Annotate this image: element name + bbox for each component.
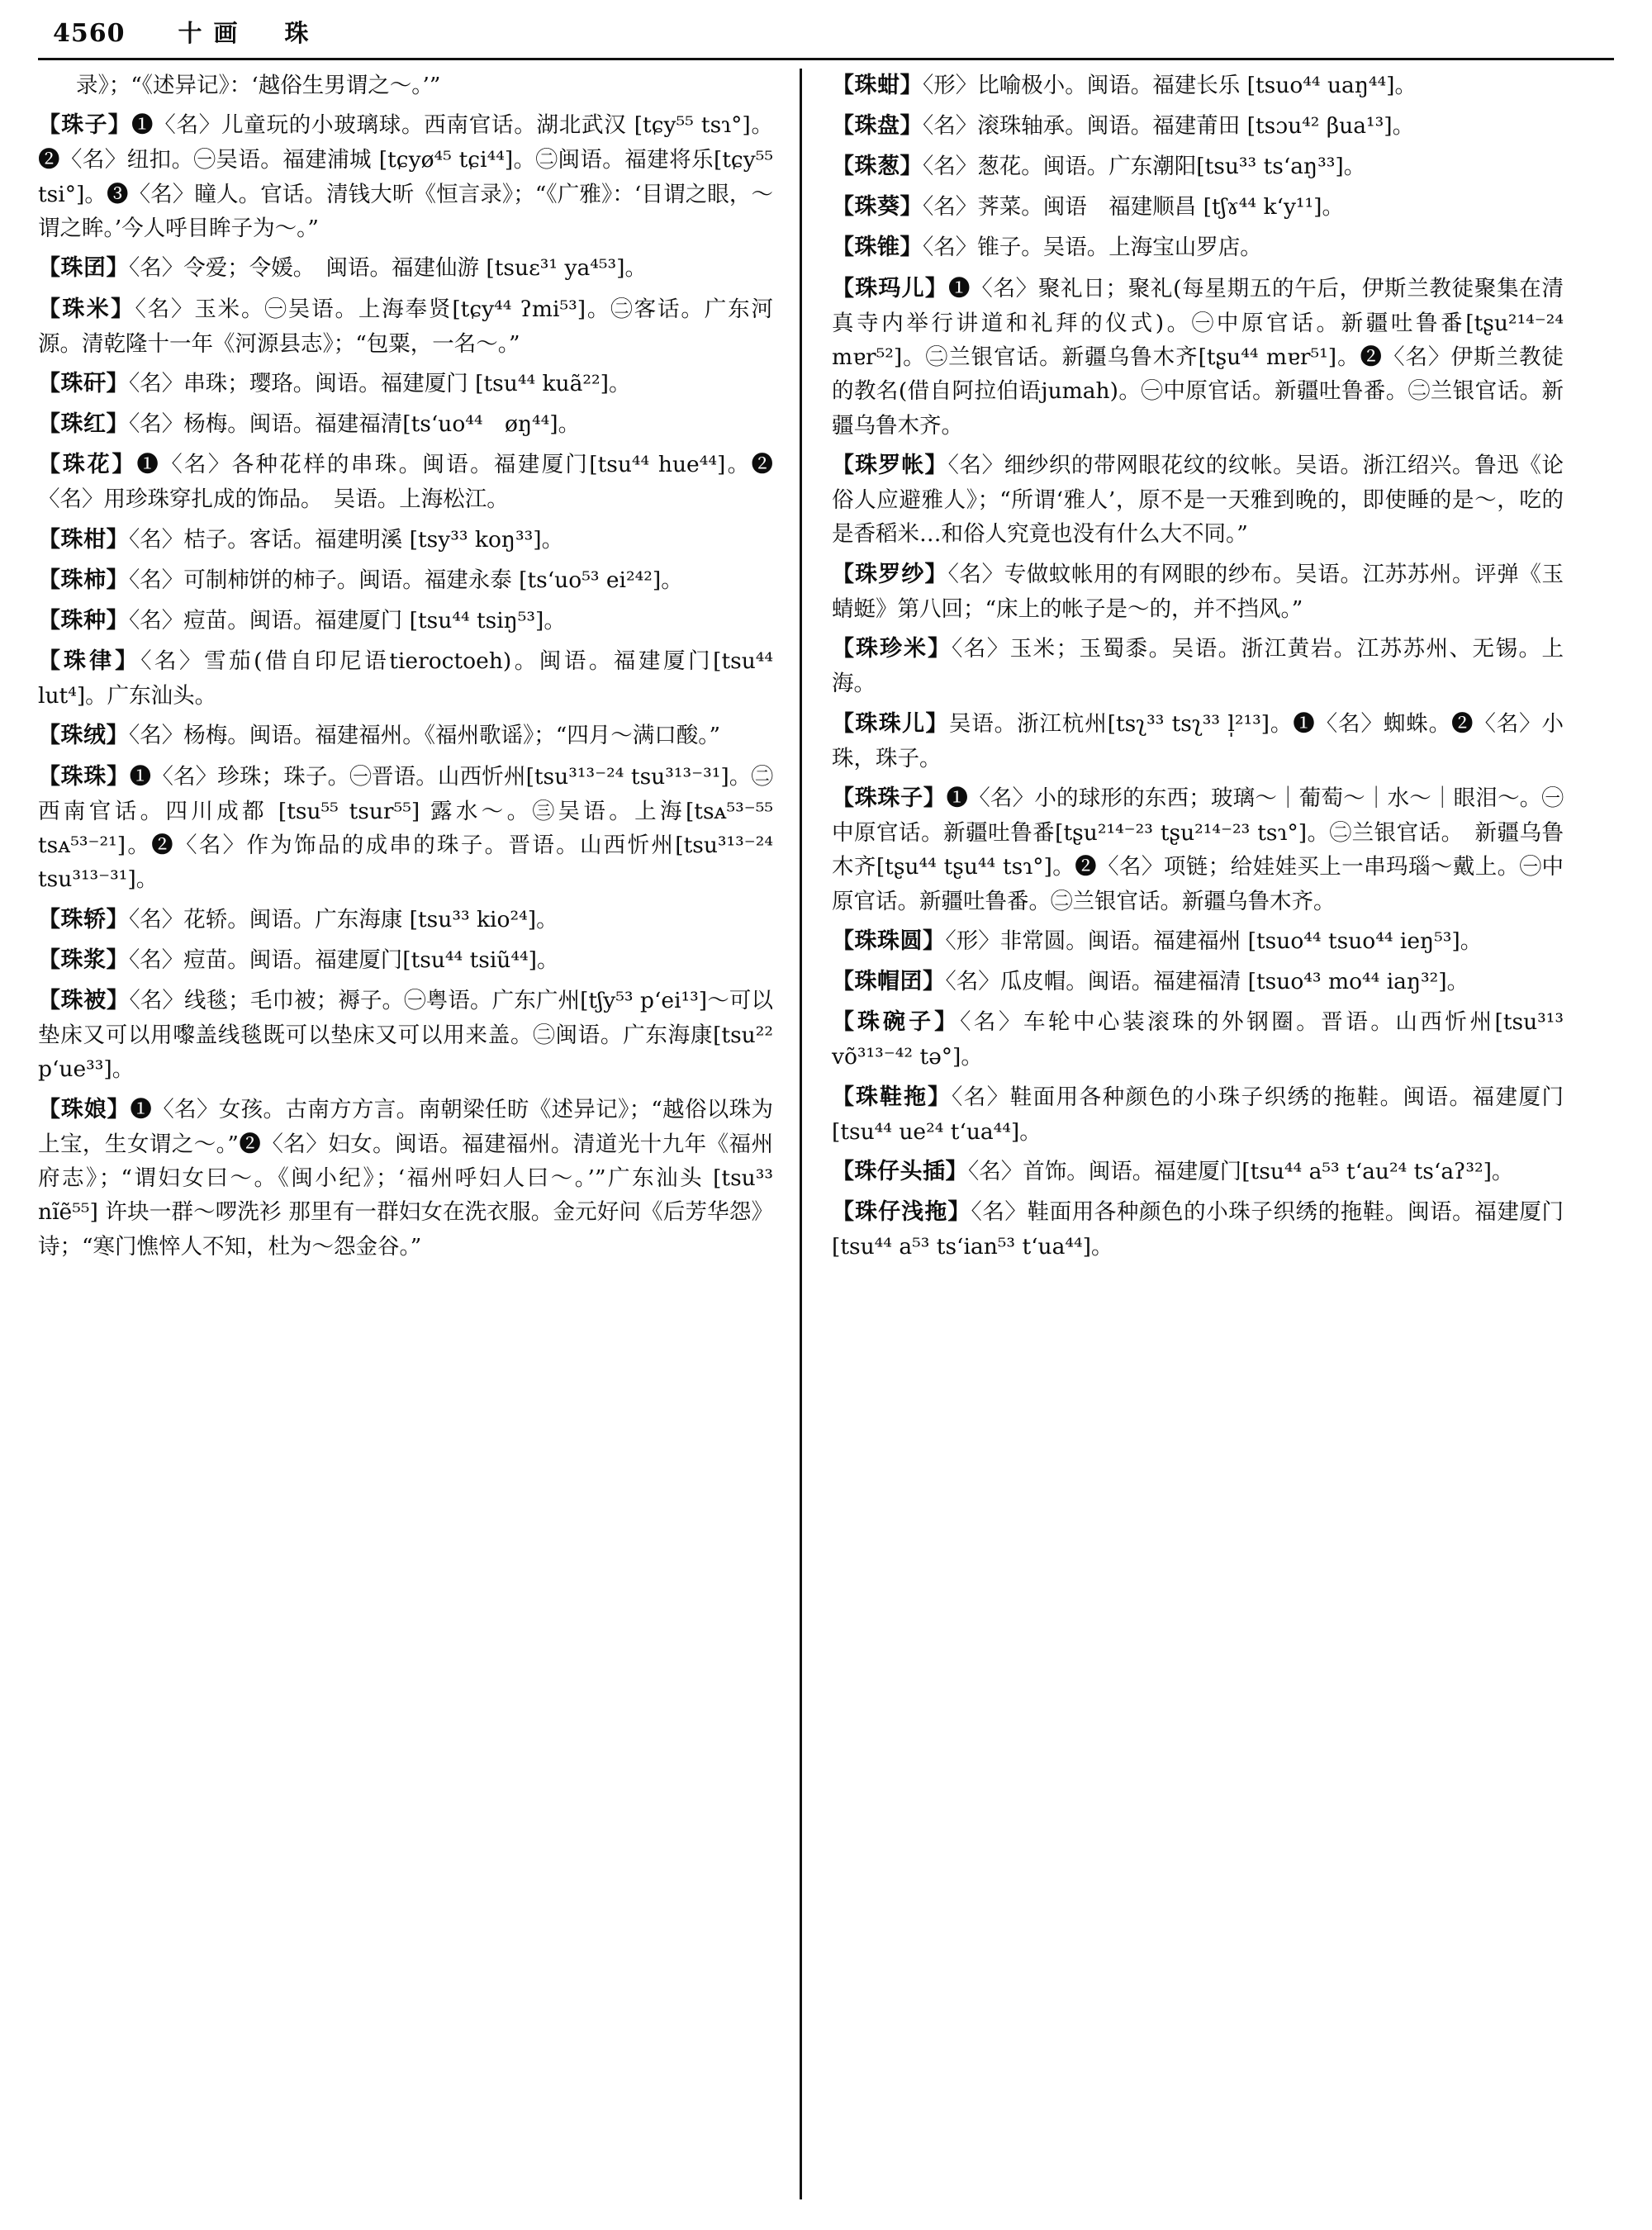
- dictionary-entry: [38, 563, 773, 598]
- entry-headword: 【珠珠圆】: [832, 928, 946, 955]
- dictionary-entry: [832, 448, 1564, 552]
- entry-headword: 【珠囝】: [38, 255, 129, 282]
- entry-headword: 【珠红】: [38, 411, 129, 438]
- entry-headword: 【珠轿】: [38, 906, 129, 932]
- entry-body: 〈名〉痘苗。闽语。福建厦门[tsu⁴⁴ tsiũ⁴⁴]。: [129, 947, 559, 973]
- entry-headword: 【珠柿】: [38, 567, 129, 593]
- dictionary-entry: [38, 251, 773, 286]
- right-column: [807, 69, 1586, 2199]
- dictionary-entry: [832, 632, 1564, 700]
- left-column: [38, 69, 795, 2199]
- dictionary-entry: [832, 230, 1564, 265]
- entry-headword: 【珠娘】: [38, 1096, 131, 1122]
- page-header: [38, 15, 1614, 55]
- entry-headword: 【珠鞋拖】: [832, 1084, 952, 1110]
- column-divider: [800, 69, 802, 2199]
- continuation-text: 录》；“《述异记》：‘越俗生男谓之～。’”: [76, 73, 441, 98]
- entry-body: 〈名〉玉米；玉蜀黍。吴语。浙江黄岩。江苏苏州、无锡。上海。: [832, 636, 1564, 697]
- dictionary-entry: [38, 448, 773, 516]
- dictionary-entry: [832, 707, 1564, 776]
- dictionary-entry: [832, 109, 1564, 144]
- entry-body: 〈名〉车轮中心装滚珠的外钢圈。晋语。山西忻州[tsu³¹³ võ³¹³⁻⁴² tə°]。: [832, 1009, 1564, 1070]
- entry-body: 〈名〉可制柿饼的柿子。闽语。福建永泰 [ts‘uo⁵³ ei²⁴²]。: [129, 567, 683, 593]
- entry-headword: 【珠律】: [38, 648, 141, 674]
- dictionary-entry: [832, 965, 1564, 999]
- entry-body: 〈名〉杨梅。闽语。福建福清[ts‘uo⁴⁴ øŋ⁴⁴]。: [129, 411, 581, 438]
- entry-body: 〈名〉首饰。闽语。福建厦门[tsu⁴⁴ a⁵³ t‘au²⁴ ts‘aʔ³²]。: [968, 1159, 1514, 1185]
- entry-headword: 【珠帽囝】: [832, 969, 946, 995]
- dictionary-entry: [832, 1005, 1564, 1074]
- entry-headword: 【珠子】: [38, 112, 132, 139]
- body-columns: [38, 69, 1614, 2199]
- dictionary-entry: [38, 367, 773, 401]
- entry-headword: 【珠葱】: [832, 154, 923, 180]
- entry-body: 吴语。浙江杭州[tsʅ³³ tsʅ³³ l̩²¹³]。❶〈名〉蜘蛛。❷〈名〉小珠，珠子。: [832, 710, 1564, 771]
- dictionary-entry: [38, 1093, 773, 1264]
- entry-body: 〈名〉杨梅。闽语。福建福州。《福州歌谣》；“四月～满口酸。”: [129, 723, 721, 749]
- entry-headword: 【珠葵】: [832, 194, 923, 221]
- entry-body: 〈名〉花轿。闽语。广东海康 [tsu³³ kio²⁴]。: [129, 906, 558, 932]
- entry-headword: 【珠珠】: [38, 763, 130, 790]
- entry-headword: 【珠被】: [38, 987, 130, 1013]
- dictionary-entry: [38, 604, 773, 638]
- entry-body: 〈名〉专做蚊帐用的有网眼的纱布。吴语。江苏苏州。评弹《玉蜻蜓》第八回；“床上的帐子是～的，并不挡风。”: [832, 561, 1564, 622]
- dictionary-entry: [832, 149, 1564, 184]
- entry-body: 〈名〉细纱织的带网眼花纹的纹帐。吴语。浙江绍兴。鲁迅《论俗人应避雅人》；“所谓‘雅人’，原不是一天雅到晚的，即使睡的是～，吃的是香稻米…和俗人究竟也没有什么大不同。”: [832, 452, 1564, 548]
- entry-headword: 【珠珠子】: [832, 785, 947, 812]
- entry-headword: 【珠珠儿】: [832, 710, 949, 737]
- entry-body: 〈名〉瓜皮帽。闽语。福建福清 [tsuo⁴³ mo⁴⁴ iaŋ³²]。: [945, 969, 1469, 995]
- entry-body: 〈名〉桔子。客话。福建明溪 [tsy³³ koŋ³³]。: [129, 526, 564, 553]
- dictionary-entry: [832, 558, 1564, 626]
- entry-headword: 【珠锥】: [832, 235, 923, 261]
- entry-body: 〈名〉玉米。㊀吴语。上海奉贤[tɕy⁴⁴ ʔmi⁵³]。㊁客话。广东河源。清乾隆十一年《河源县志》；“包粟，一名～。”: [38, 296, 773, 357]
- entry-headword: 【珠罗帐】: [832, 452, 948, 478]
- dictionary-entry: [832, 1195, 1564, 1264]
- entry-body: ❶〈名〉小的球形的东西；玻璃～｜葡萄～｜水～｜眼泪～。㊀中原官话。新疆吐鲁番[tʂu²¹⁴⁻²³ tʂu²¹⁴⁻²³ tsɿ°]。㊁兰银官话。 新疆乌鲁木齐[tʂu⁴⁴ tʂu⁴⁴ tsɿ°]。❷〈名〉项链；给娃娃买上一串玛瑙～戴上。㊀中原官话。新疆吐鲁番。㊁兰银官话。新疆乌鲁木齐。: [832, 785, 1564, 914]
- dictionary-entry: [832, 924, 1564, 959]
- entry-headword: 【珠仔头插】: [832, 1159, 968, 1185]
- dictionary-entry: [832, 69, 1564, 103]
- dictionary-entry: [832, 1155, 1564, 1189]
- dictionary-entry: [38, 943, 773, 978]
- dictionary-entry: [38, 719, 773, 753]
- entry-body: 〈名〉雪茄(借自印尼语tieroctoeh)。闽语。福建厦门[tsu⁴⁴ lut⁴]。广东汕头。: [38, 648, 774, 709]
- entry-body: 〈名〉串珠；璎珞。闽语。福建厦门 [tsu⁴⁴ kuã²²]。: [129, 370, 631, 396]
- dictionary-entry: [38, 903, 773, 937]
- page-title: 十画 珠: [178, 19, 320, 47]
- dictionary-entry: [38, 108, 773, 245]
- entry-body: ❶〈名〉聚礼日；聚礼(每星期五的午后，伊斯兰教徒聚集在清真寺内举行讲道和礼拜的仪式)。㊀中原官话。新疆吐鲁番[tʂu²¹⁴⁻²⁴ mɐr⁵²]。㊁兰银官话。新疆乌鲁木齐[tʂu⁴⁴ mɐr⁵¹]。❷〈名〉伊斯兰教徒的教名(借自阿拉伯语jumah)。㊀中原官话。新疆吐鲁番。㊁兰银官话。新疆乌鲁木齐。: [832, 275, 1586, 439]
- dictionary-entry: [38, 292, 773, 361]
- entry-body: 〈名〉令爱；令媛。 闽语。福建仙游 [tsuɛ³¹ ya⁴⁵³]。: [129, 255, 647, 282]
- entry-headword: 【珠柑】: [38, 526, 129, 553]
- dictionary-entry: [38, 523, 773, 558]
- entry-body: ❶〈名〉女孩。古南方方言。南朝梁任昉《述异记》；“越俗以珠为上宝，生女谓之～。”❷〈名〉妇女。闽语。福建福州。清道光十九年《福州府志》；“谓妇女曰～。《闽小纪》；‘福州呼妇人曰～。’”广东汕头 [tsu³³ nĩẽ⁵⁵] 许块一群～啰洗衫 那里有一群妇女在洗衣服。金元好问《后芳华怨》诗；“寒门憔悴人不知，杜为～怨金谷。”: [38, 1096, 773, 1260]
- entry-headword: 【珠盘】: [832, 113, 923, 140]
- entry-body: 〈名〉痘苗。闽语。福建厦门 [tsu⁴⁴ tsiŋ⁵³]。: [129, 607, 566, 633]
- entry-headword: 【珠仔浅拖】: [832, 1199, 971, 1226]
- entry-body: ❶〈名〉珍珠；珠子。㊀晋语。山西忻州[tsu³¹³⁻²⁴ tsu³¹³⁻³¹]。㊁西南官话。四川成都 [tsu⁵⁵ tsur⁵⁵] 露水～。㊂吴语。上海[tsᴀ⁵³⁻⁵⁵ tsᴀ⁵³⁻²¹]。❷〈名〉作为饰品的成串的珠子。晋语。山西忻州[tsu³¹³⁻²⁴ tsu³¹³⁻³¹]。: [38, 763, 773, 893]
- dictionary-entry: [832, 1080, 1564, 1149]
- entry-headword: 【珠玛儿】: [832, 275, 949, 301]
- entry-body: 〈名〉葱花。闽语。广东潮阳[tsu³³ ts‘aŋ³³]。: [923, 154, 1366, 180]
- entry-headword: 【珠碗子】: [832, 1009, 961, 1036]
- entry-headword: 【珠珍米】: [832, 636, 952, 662]
- entry-body: ❶〈名〉儿童玩的小玻璃球。西南官话。湖北武汉 [tɕy⁵⁵ tsɿ°]。❷〈名〉纽扣。㊀吴语。福建浦城 [tɕyø⁴⁵ tɕi⁴⁴]。㊁闽语。福建将乐[tɕy⁵⁵ tsi°]。❸〈名〉瞳人。官话。清钱大昕《恒言录》；“《广雅》：‘目谓之眼，～谓之眸。’今人呼目眸子为～。”: [38, 112, 774, 242]
- dictionary-entry: [38, 760, 773, 897]
- entry-body: 〈名〉荠菜。闽语 福建顺昌 [tʃɤ⁴⁴ k‘y¹¹]。: [923, 194, 1345, 221]
- entry-headword: 【珠米】: [38, 296, 135, 322]
- dictionary-entry: [38, 407, 773, 442]
- entry-headword: 【珠蚶】: [832, 73, 923, 98]
- dictionary-entry: [832, 190, 1564, 225]
- entry-body: 〈名〉锥子。吴语。上海宝山罗店。: [923, 235, 1262, 261]
- entry-headword: 【珠浆】: [38, 947, 129, 973]
- entry-body: 〈形〉非常圆。闽语。福建福州 [tsuo⁴⁴ tsuo⁴⁴ ieŋ⁵³]。: [945, 928, 1483, 955]
- entry-body: 〈名〉滚珠轴承。闽语。福建莆田 [tsɔu⁴² βua¹³]。: [923, 113, 1415, 140]
- entry-body: 〈名〉线毯；毛巾被；褥子。㊀粤语。广东广州[tʃy⁵³ p‘ei¹³]～可以垫床又可以用嚟盖线毯既可以垫床又可以用来盖。㊁闽语。广东海康[tsu²² p‘ue³³]。: [38, 987, 773, 1083]
- dictionary-entry: [38, 644, 773, 713]
- dictionary-entry: [832, 272, 1586, 443]
- entry-body: 〈名〉鞋面用各种颜色的小珠子织绣的拖鞋。闽语。福建厦门[tsu⁴⁴ ue²⁴ t‘ua⁴⁴]。: [832, 1084, 1564, 1145]
- entry-body: 〈名〉鞋面用各种颜色的小珠子织绣的拖鞋。闽语。福建厦门 [tsu⁴⁴ a⁵³ ts‘ian⁵³ t‘ua⁴⁴]。: [832, 1199, 1564, 1260]
- entry-headword: 【珠花】: [38, 452, 137, 478]
- entry-headword: 【珠矸】: [38, 370, 129, 396]
- entry-body: 〈形〉比喻极小。闽语。福建长乐 [tsuo⁴⁴ uaŋ⁴⁴]。: [923, 73, 1417, 98]
- entry-body: ❶〈名〉各种花样的串珠。闽语。福建厦门[tsu⁴⁴ hue⁴⁴]。❷〈名〉用珍珠穿扎成的饰品。 吴语。上海松江。: [38, 452, 774, 513]
- entry-headword: 【珠罗纱】: [832, 561, 948, 587]
- dictionary-entry: [832, 781, 1564, 918]
- entry-headword: 【珠绒】: [38, 723, 129, 749]
- entry-headword: 【珠种】: [38, 607, 129, 633]
- header-rule: [38, 58, 1614, 60]
- dictionary-entry: [38, 984, 773, 1087]
- page-number: 4560: [53, 19, 126, 48]
